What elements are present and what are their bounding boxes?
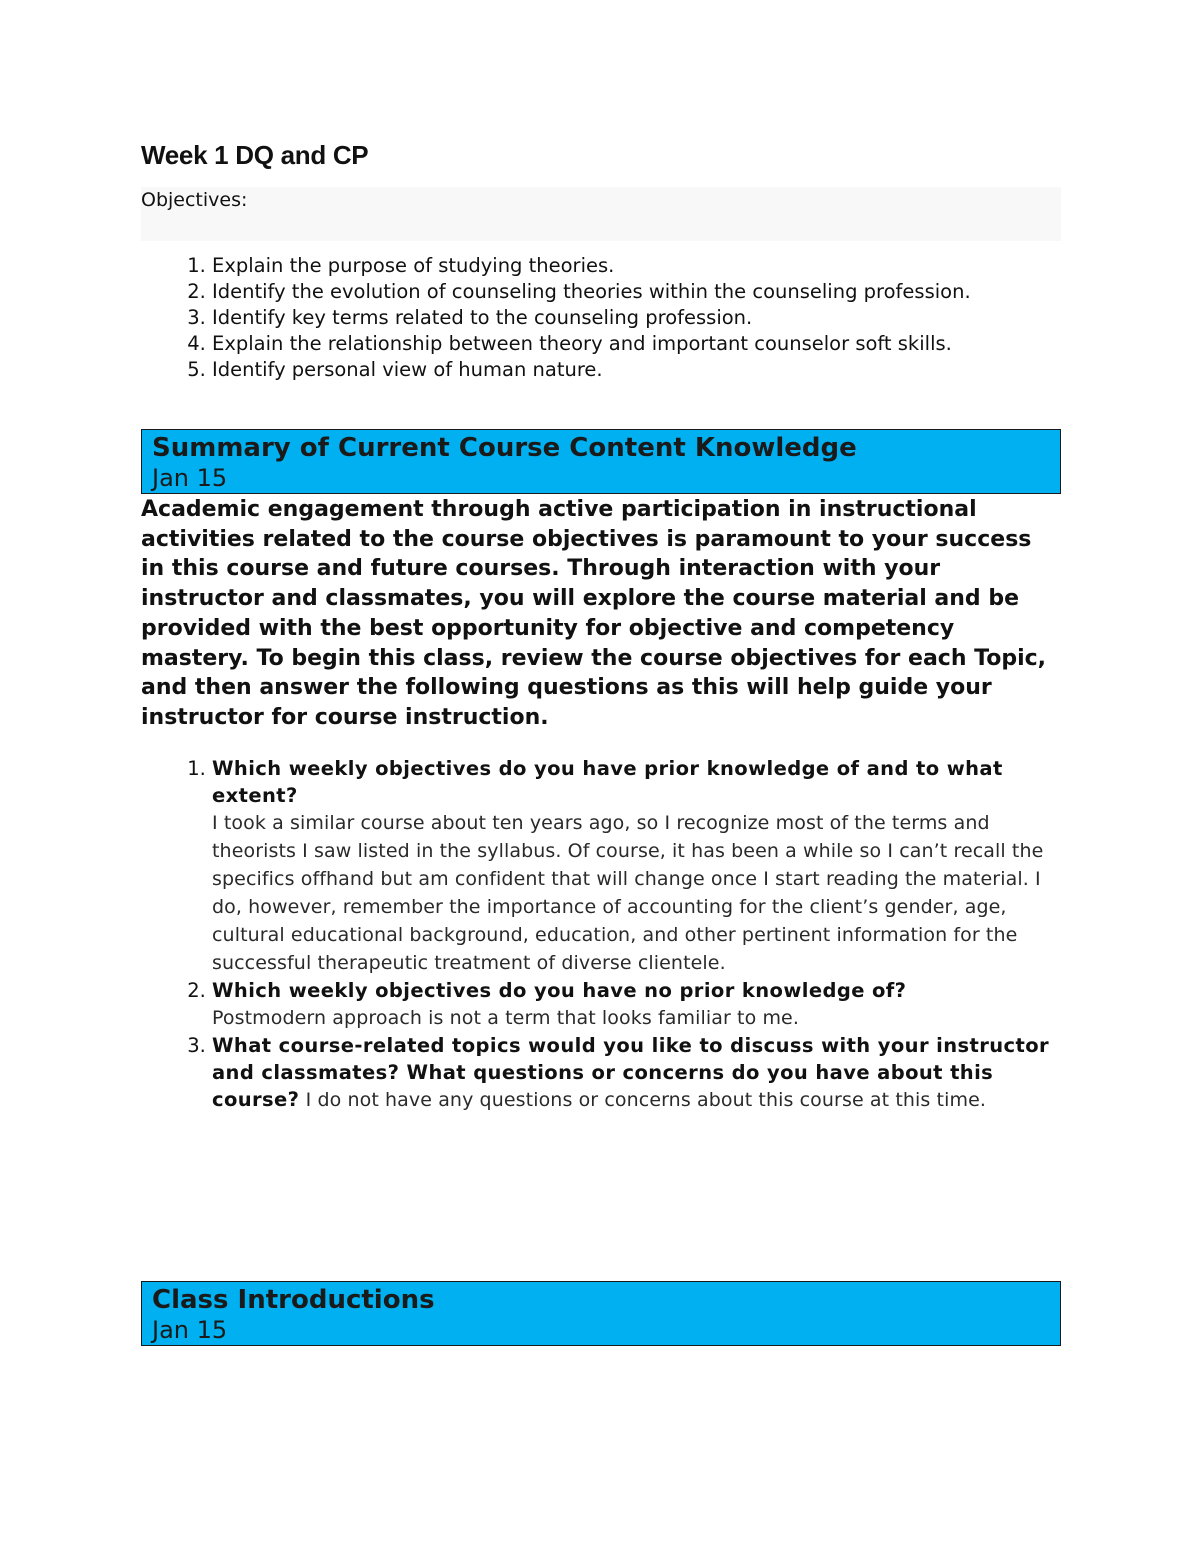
question-text: Which weekly objectives do you have prior knowledge of and to what extent?	[212, 756, 1003, 807]
summary-section-title: Summary of Current Course Content Knowledge	[152, 433, 857, 463]
objective-item: 1. Explain the purpose of studying theories.	[212, 253, 1061, 279]
document-page	[141, 140, 1061, 1114]
objective-item: 2. Identify the evolution of counseling theories within the counseling profession.	[212, 279, 1061, 305]
intro-paragraph: Academic engagement through active participation in instructional activities related to the course objectives is paramount to your success in this course and future courses. Through interaction with your instructor and classmates, you will explore the course material and be provided with the best opportunity for objective and competency mastery. To begin this class, review the course objectives for each Topic, and then answer the following questions as this will help guide your instructor for course instruction.	[141, 497, 1047, 730]
objective-item: 5. Identify personal view of human nature.	[212, 357, 1061, 383]
objective-item: 4. Explain the relationship between theory and important counselor soft skills.	[212, 331, 1061, 357]
class-introductions-title: Class Introductions	[152, 1285, 435, 1315]
class-introductions-header	[141, 1281, 1061, 1346]
question-item	[212, 755, 1061, 977]
objectives-list	[141, 253, 1061, 383]
objective-item: 3. Identify key terms related to the counseling profession.	[212, 305, 1061, 331]
summary-section-date: Jan 15	[152, 464, 228, 492]
answer-text: I do not have any questions or concerns about this course at this time.	[305, 1088, 986, 1111]
document-title: Week 1 DQ and CP	[141, 140, 369, 170]
question-text: Which weekly objectives do you have no prior knowledge of?	[212, 978, 907, 1002]
summary-section-header	[141, 429, 1061, 494]
question-item	[212, 977, 1061, 1032]
class-introductions-date: Jan 15	[152, 1316, 228, 1344]
question-item	[212, 1032, 1061, 1114]
question-text: What course-related topics would you like to discuss with your instructor and classmates? What questions or concerns do you have about this course?	[212, 1033, 1050, 1111]
answer-text: Postmodern approach is not a term that looks familiar to me.	[212, 1006, 799, 1029]
answer-text: I took a similar course about ten years ago, so I recognize most of the terms and theorists I saw listed in the syllabus. Of course, it has been a while so I can’t recall the specifics offhand but am confident that will change once I start reading the material. I do, however, remember the importance of accounting for the client’s gender, age, cultural educational background, education, and other pertinent information for the successful therapeutic treatment of diverse clientele.	[212, 811, 1044, 974]
questions-list	[141, 755, 1061, 1114]
objectives-label: Objectives:	[141, 187, 1061, 241]
